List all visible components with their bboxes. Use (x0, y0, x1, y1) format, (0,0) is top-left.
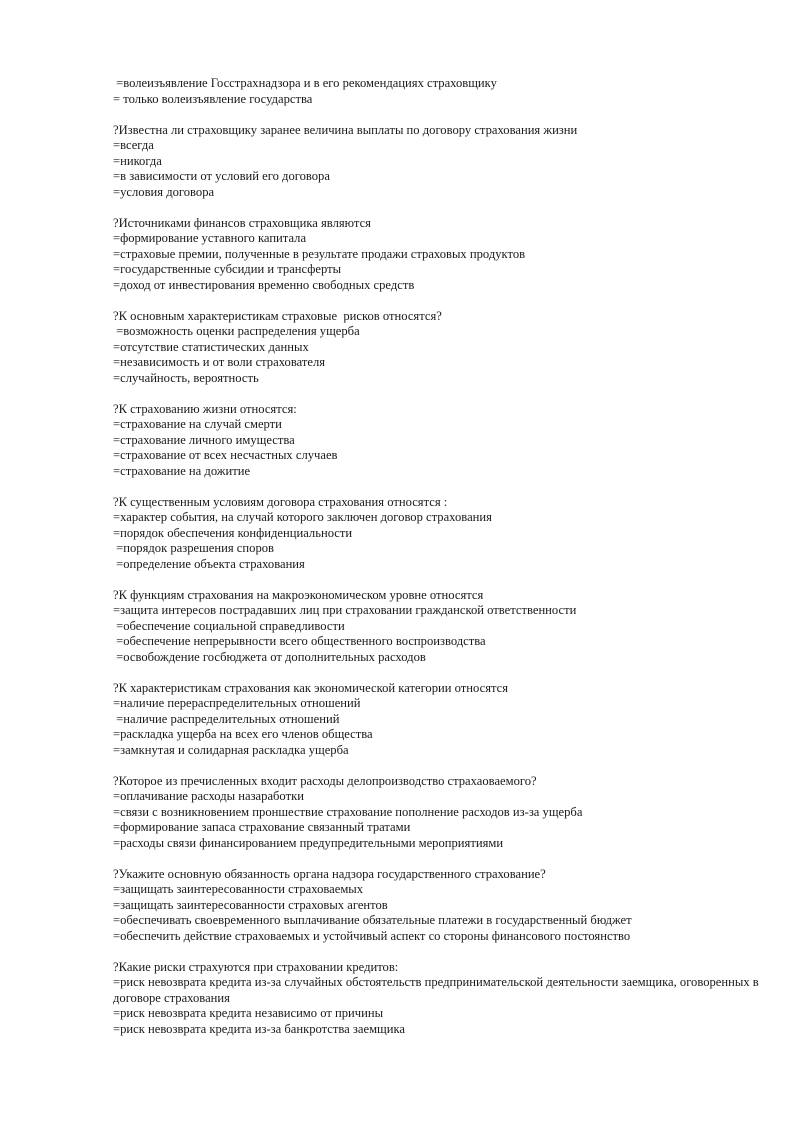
answer-line: = только волеизъявление государства (113, 91, 313, 106)
answer-line: =связи с возникновением проншествие страхование пополнение расходов из-за ущерба (113, 804, 583, 819)
question-text: ?К характеристикам страхования как экономической категории относятся (113, 680, 509, 695)
answer-line: =волеизъявление Госстрахнадзора и в его рекомендациях страховщику (113, 76, 497, 90)
question-text: ?Какие риски страхуются при страховании кредитов: (113, 959, 399, 974)
blank-line (113, 572, 783, 588)
question-block (113, 681, 783, 759)
blank-line (113, 107, 783, 123)
question-text: ?Укажите основную обязанность органа надзора государственного страхование? (113, 866, 546, 881)
answer-line: =условия договора (113, 184, 215, 199)
answer-line: =характер события, на случай которого заключен договор страхования (113, 510, 492, 524)
question-block (113, 867, 783, 945)
question-block (113, 216, 783, 294)
answer-line: =риск невозврата кредита независимо от причины (113, 1006, 384, 1020)
blank-line (113, 944, 783, 960)
answer-line: =случайность, вероятность (113, 370, 259, 385)
question-block (113, 588, 783, 666)
question-block (113, 402, 783, 480)
question-block (113, 960, 783, 1038)
answer-line: =страховые премии, полученные в результате продажи страховых продуктов (113, 246, 526, 261)
question-text: ?К страхованию жизни относятся: (113, 401, 297, 416)
answer-line: =обеспечение социальной справедливости (113, 618, 345, 633)
answer-line: =формирование уставного капитала (113, 231, 307, 245)
blank-line (113, 758, 783, 774)
answer-line: =возможность оценки распределения ущерба (113, 324, 360, 338)
answer-line: =освобождение госбюджета от дополнительных расходов (113, 649, 426, 664)
blank-line (113, 386, 783, 402)
answer-line: =обеспечение непрерывности всего общественного воспроизводства (113, 634, 486, 648)
answer-line: =раскладка ущерба на всех его членов общества (113, 727, 373, 741)
question-text: ?Известна ли страховщику заранее величина выплаты по договору страхования жизни (113, 122, 578, 137)
answer-line: =защита интересов пострадавших лиц при страховании гражданской ответственности (113, 603, 577, 617)
document-page (113, 76, 783, 1037)
answer-line: =расходы связи финансированием предупредительными мероприятиями (113, 835, 504, 850)
answer-line: =отсутствие статистических данных (113, 339, 309, 354)
answer-line: =страхование от всех несчастных случаев (113, 448, 338, 462)
answer-line: =в зависимости от условий его договора (113, 169, 330, 183)
question-text: ?К функциям страхования на макроэкономическом уровне относятся (113, 587, 484, 602)
question-block (113, 309, 783, 387)
question-list (113, 107, 783, 1037)
blank-line (113, 293, 783, 309)
answer-line: =определение объекта страхования (113, 556, 305, 571)
blank-line (113, 200, 783, 216)
answer-line: =страхование на случай смерти (113, 417, 282, 431)
question-text: ?К основным характеристикам страховые рисков относятся? (113, 308, 442, 323)
answer-line: =страхование на дожитие (113, 463, 251, 478)
answer-line: =замкнутая и солидарная раскладка ущерба (113, 742, 349, 757)
answer-line: =формирование запаса страхование связанный тратами (113, 820, 411, 834)
answer-line: =доход от инвестирования временно свободных средств (113, 277, 415, 292)
question-text: ?К существенным условиям договора страхования относятся : (113, 494, 448, 509)
answer-line: =риск невозврата кредита из-за банкротства заемщика (113, 1021, 405, 1036)
answer-line: =порядок обеспечения конфиденциальности (113, 525, 353, 540)
question-text: ?Источниками финансов страховщика являются (113, 215, 371, 230)
answer-line: =страхование личного имущества (113, 432, 295, 447)
answer-line: =государственные субсидии и трансферты (113, 262, 342, 276)
answer-line: =наличие распределительных отношений (113, 711, 340, 726)
answer-line: =обеспечивать своевременного выплачивание обязательные платежи в государственный бюджет (113, 913, 632, 927)
blank-line (113, 479, 783, 495)
intro-block (113, 76, 783, 107)
answer-line: =оплачивание расходы назаработки (113, 789, 304, 803)
blank-line (113, 665, 783, 681)
answer-line: =защищать заинтересованности страховых агентов (113, 897, 388, 912)
answer-line: =порядок разрешения споров (113, 541, 274, 555)
answer-line: =никогда (113, 153, 162, 168)
question-block (113, 774, 783, 852)
blank-line (113, 851, 783, 867)
question-block (113, 495, 783, 573)
answer-line: =всегда (113, 138, 154, 152)
answer-line: =наличие перераспределительных отношений (113, 696, 361, 710)
answer-line: =защищать заинтересованности страховаемых (113, 882, 364, 896)
answer-line: =риск невозврата кредита из-за случайных обстоятельств предпринимательской деятельности заемщика, оговоренных в договоре страхования (113, 975, 762, 1005)
answer-line: =обеспечить действие страховаемых и устойчивый аспект со стороны финансового постоянство (113, 928, 631, 943)
question-text: ?Которое из пречисленных входит расходы делопроизводство страхаоваемого? (113, 773, 537, 788)
answer-line: =независимость и от воли страхователя (113, 355, 326, 369)
question-block (113, 123, 783, 201)
